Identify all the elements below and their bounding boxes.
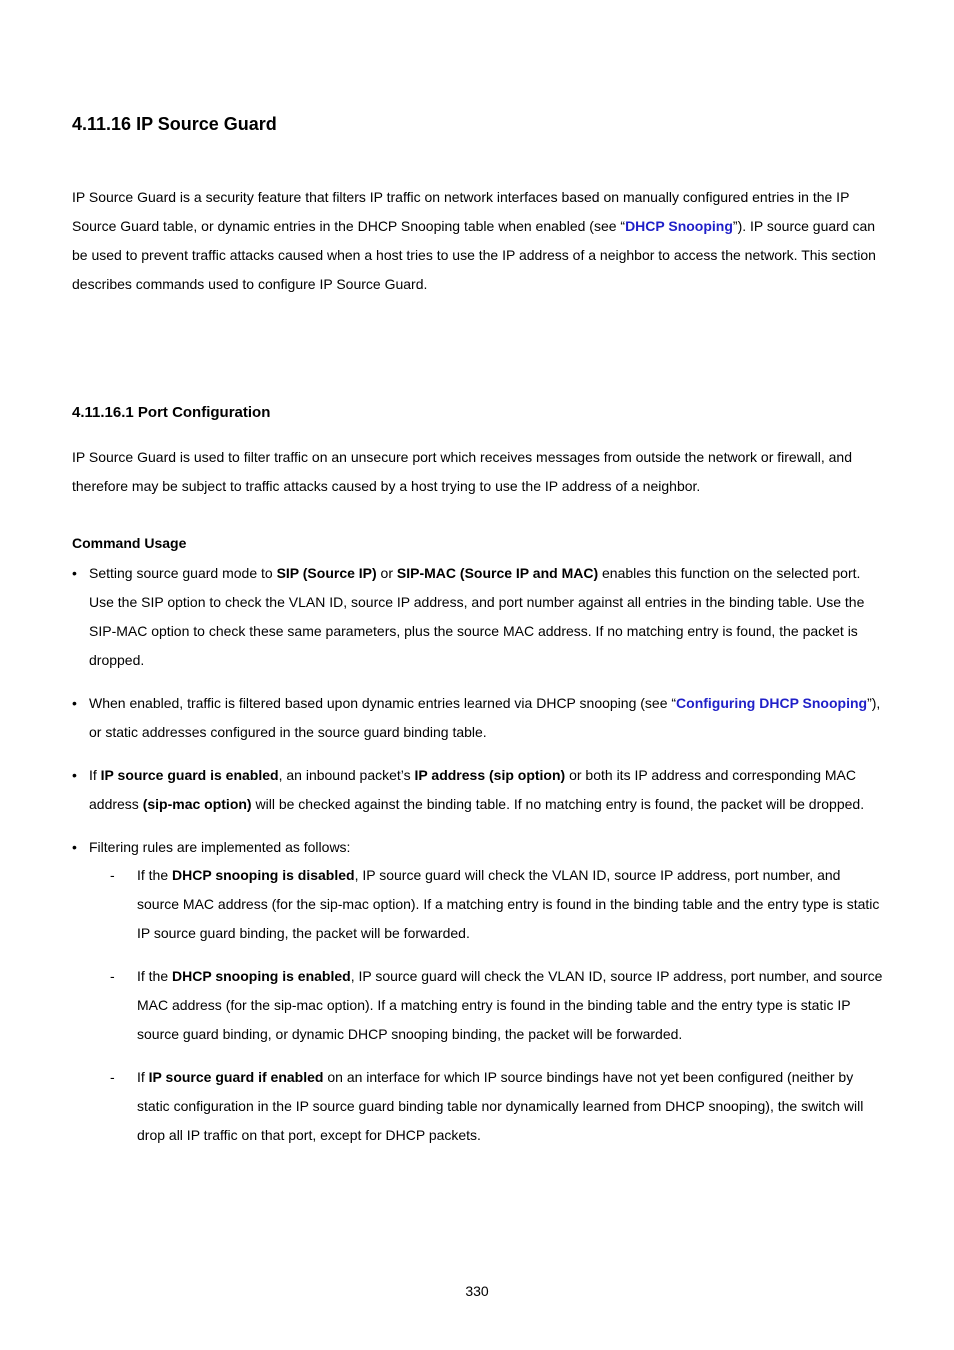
port-config-description: IP Source Guard is used to filter traffic on an unsecure port which receives messages from outside the network or firewall, and therefore may be subject to traffic attacks caused by a host trying to use the IP address of a neighbor.	[72, 449, 852, 494]
bullet-marker: •	[72, 767, 77, 783]
subsection-title: 4.11.16.1 Port Configuration	[72, 404, 271, 421]
dash-marker: -	[110, 1069, 115, 1085]
section-title: 4.11.16 IP Source Guard	[72, 114, 277, 134]
dash-marker: -	[110, 968, 115, 984]
rule-text: If the DHCP snooping is enabled, IP source guard will check the VLAN ID, source IP address, port number, and source MAC address (for the sip-mac option). If a matching entry is found in the binding table and the entry type is static IP source guard binding, or dynamic DHCP snooping binding, the packet will be forwarded.	[137, 968, 883, 1042]
bullet-text: When enabled, traffic is filtered based upon dynamic entries learned via DHCP snooping (see “Configuring DHCP Snooping”), or static addresses configured in the source guard binding table.	[89, 695, 881, 740]
dash-marker: -	[110, 867, 115, 883]
configuring-dhcp-snooping-link[interactable]: Configuring DHCP Snooping	[676, 695, 868, 711]
rule-text: If IP source guard if enabled on an interface for which IP source bindings have not yet been configured (neither by static configuration in the IP source guard binding table nor dynamically learned from DHCP snooping), the switch will drop all IP traffic on that port, except for DHCP packets.	[137, 1069, 864, 1143]
bullet-text: If IP source guard is enabled, an inbound packet’s IP address (sip option) or both its IP address and corresponding MAC address (sip-mac option) will be checked against the binding table. If no matching entry is found, the packet will be dropped.	[89, 767, 865, 812]
dhcp-snooping-link[interactable]: DHCP Snooping	[625, 218, 733, 234]
page-number: 330	[465, 1283, 489, 1299]
bullet-marker: •	[72, 695, 77, 711]
bullet-marker: •	[72, 839, 77, 855]
rule-text: If the DHCP snooping is disabled, IP source guard will check the VLAN ID, source IP address, port number, and source MAC address (for the sip-mac option). If a matching entry is found in the binding table and the entry type is static IP source guard binding, the packet will be forwarded.	[137, 867, 880, 941]
intro-text-1: IP Source Guard is a security feature that filters IP traffic on network interfaces based on manually configured entries in the IP Source Guard table, or dynamic entries in the DHCP Snooping table when enabled (see “	[72, 189, 850, 234]
intro-text-2: ”). IP source guard can be used to prevent traffic attacks caused when a host tries to use the IP address of a neighbor to access the network. This section describes commands used to configure IP Source Guard.	[72, 218, 876, 292]
bullet-text: Filtering rules are implemented as follows:	[89, 839, 351, 855]
command-usage-heading: Command Usage	[72, 535, 187, 551]
bullet-marker: •	[72, 565, 77, 581]
intro-paragraph	[72, 183, 884, 299]
bullet-text: Setting source guard mode to SIP (Source IP) or SIP-MAC (Source IP and MAC) enables this function on the selected port. Use the SIP option to check the VLAN ID, source IP address, and port number against all entries in the binding table. Use the SIP-MAC option to check these same parameters, plus the source MAC address. If no matching entry is found, the packet is dropped.	[89, 565, 865, 668]
